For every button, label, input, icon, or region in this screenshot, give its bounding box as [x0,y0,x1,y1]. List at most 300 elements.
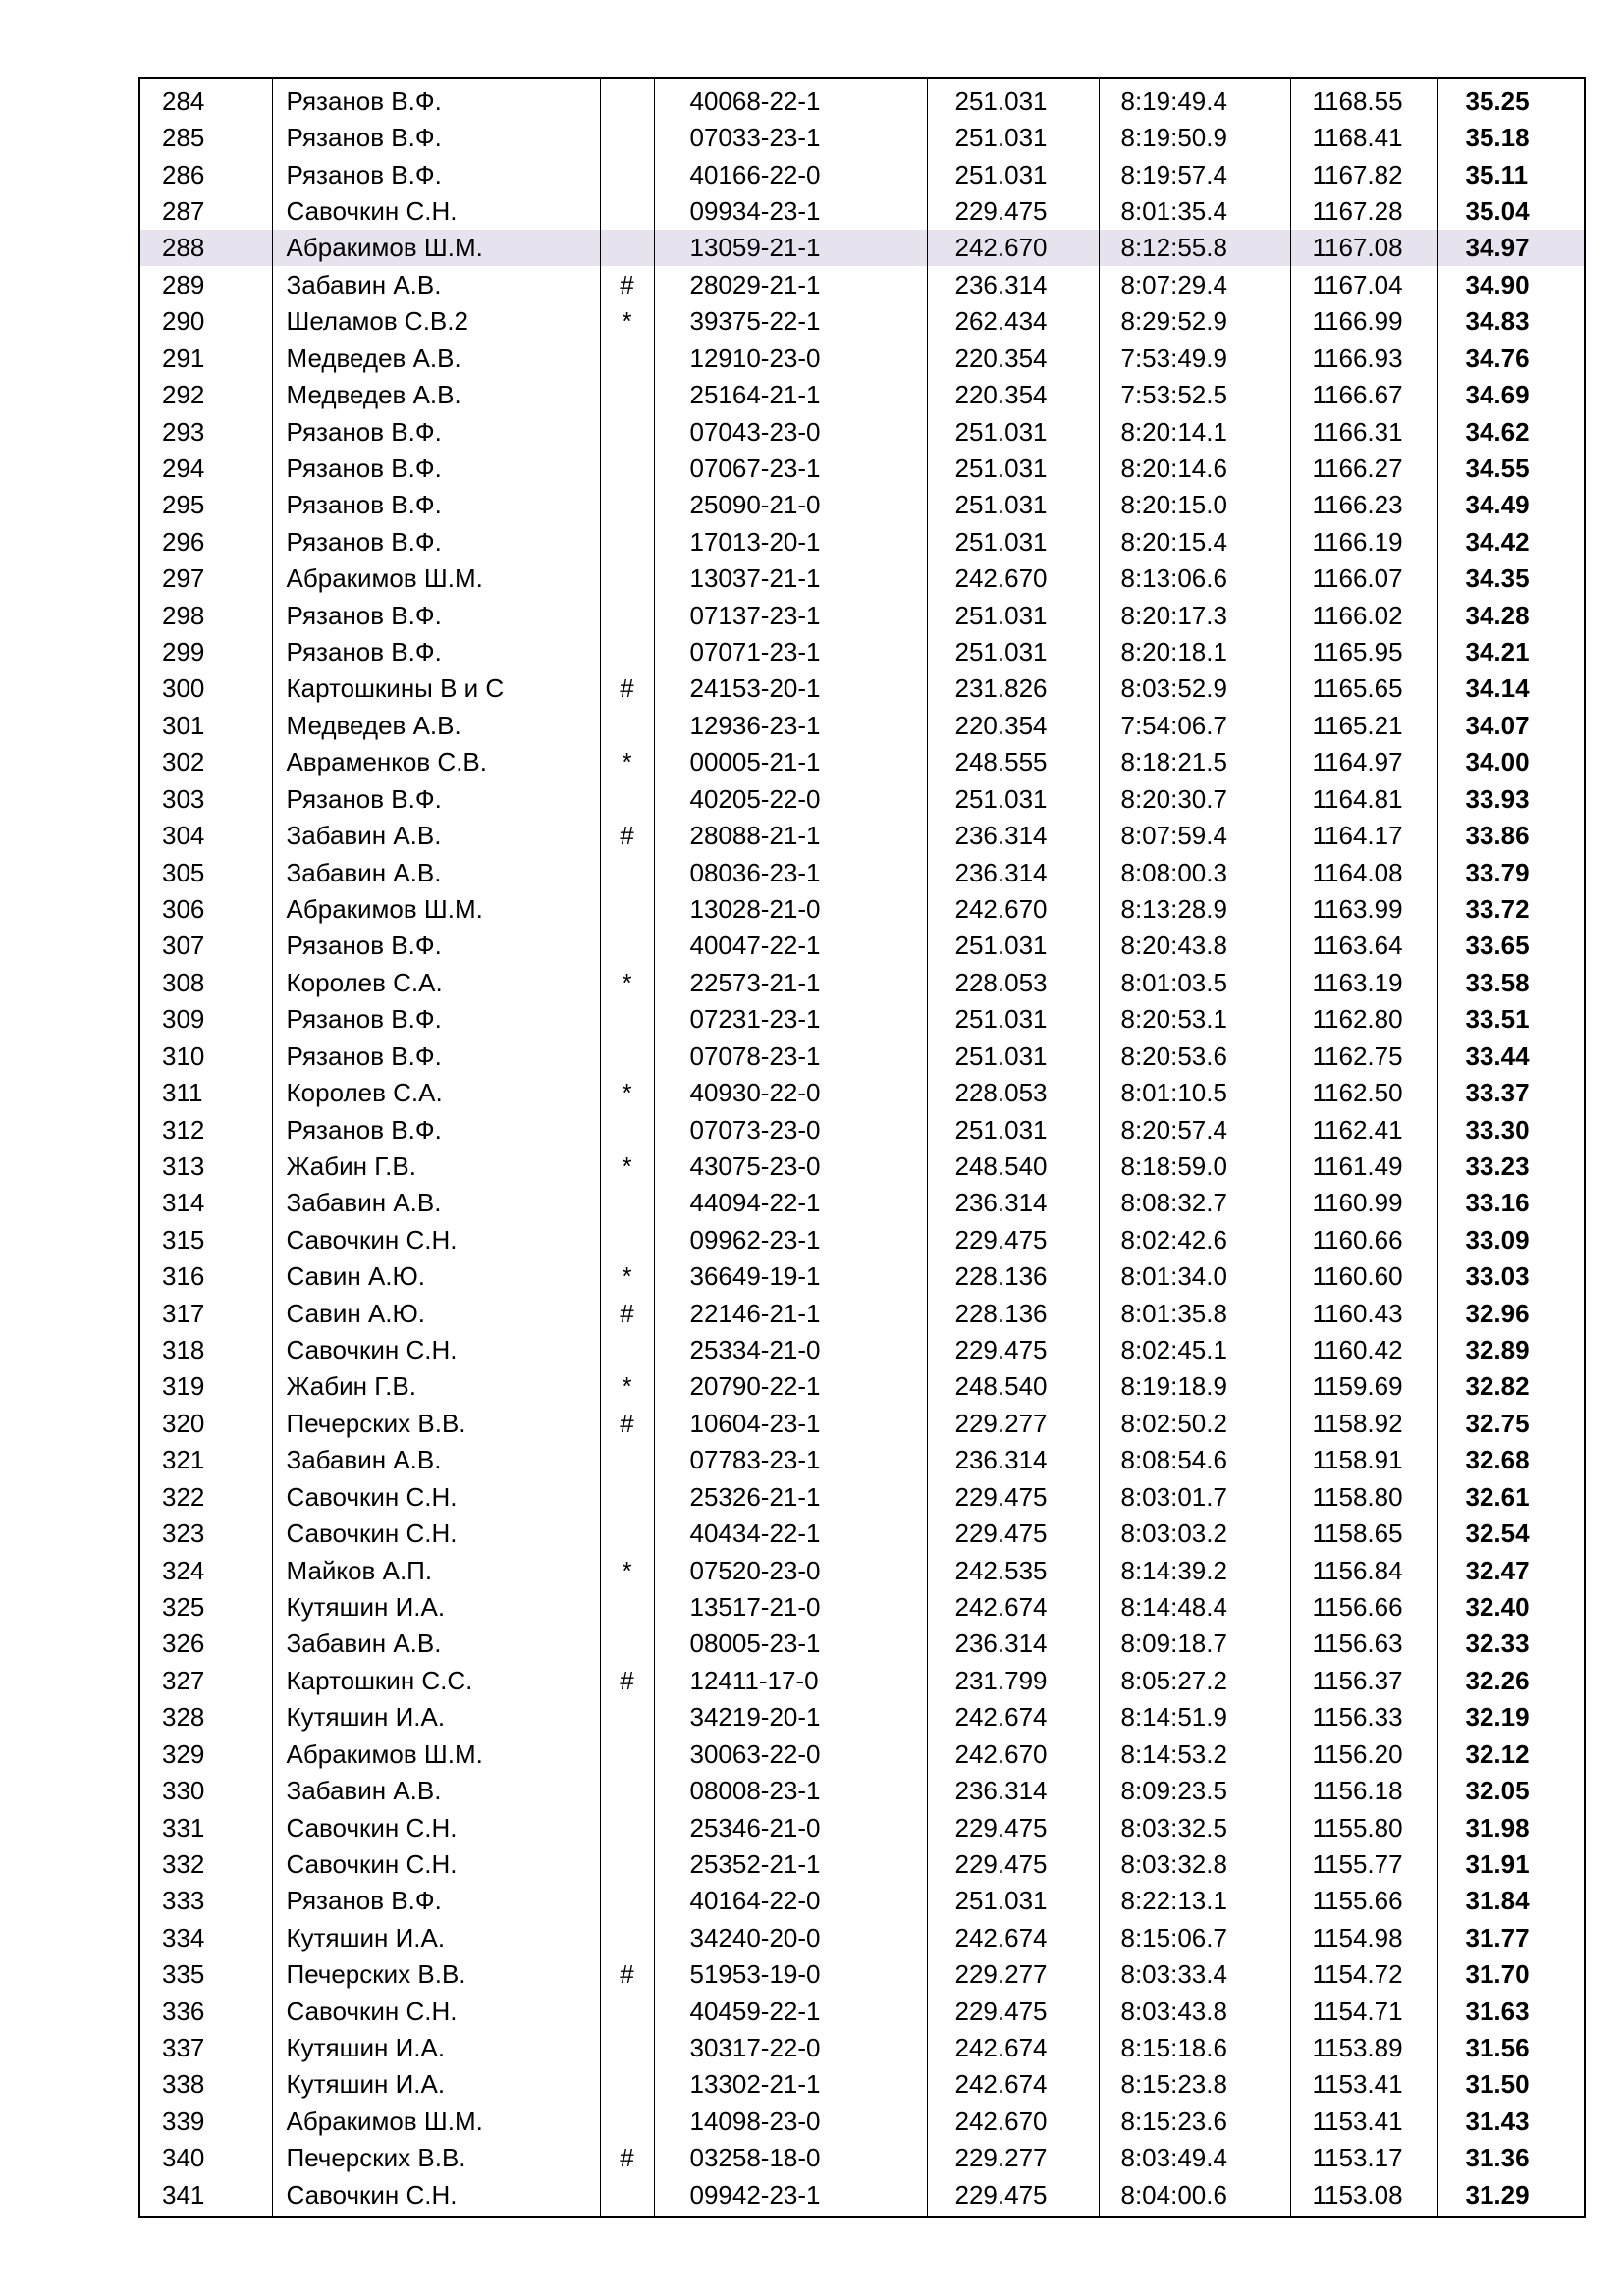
distance-km: 251.031 [927,1883,1099,1919]
place-number: 336 [139,1993,272,2029]
table-row [139,1074,1585,1110]
distance-km: 242.674 [927,2029,1099,2065]
points-value: 34.55 [1437,450,1585,486]
place-number: 322 [139,1478,272,1515]
distance-km: 242.674 [927,1919,1099,1955]
table-row [139,928,1585,964]
distance-km: 251.031 [927,156,1099,192]
points-value: 34.62 [1437,413,1585,450]
owner-name: Забавин А.В. [272,1772,600,1808]
mark-symbol: * [600,303,654,340]
ring-number: 10604-23-1 [654,1405,927,1441]
arrival-time: 8:14:39.2 [1099,1552,1290,1588]
mark-symbol [600,2066,654,2103]
points-value: 34.07 [1437,707,1585,743]
speed-value: 1165.21 [1290,707,1437,743]
arrival-time: 8:03:32.8 [1099,1845,1290,1882]
owner-name: Рязанов В.Ф. [272,523,600,560]
owner-name: Рязанов В.Ф. [272,1111,600,1148]
place-number: 299 [139,633,272,669]
distance-km: 229.475 [927,192,1099,229]
place-number: 291 [139,340,272,376]
table-row [139,1478,1585,1515]
arrival-time: 7:53:49.9 [1099,340,1290,376]
speed-value: 1167.08 [1290,230,1437,266]
arrival-time: 8:19:18.9 [1099,1368,1290,1405]
distance-km: 251.031 [927,633,1099,669]
ring-number: 08036-23-1 [654,854,927,890]
points-value: 32.68 [1437,1442,1585,1478]
ring-number: 09934-23-1 [654,192,927,229]
ring-number: 25326-21-1 [654,1478,927,1515]
owner-name: Забавин А.В. [272,854,600,890]
ring-number: 25346-21-0 [654,1809,927,1845]
speed-value: 1167.82 [1290,156,1437,192]
owner-name: Рязанов В.Ф. [272,156,600,192]
points-value: 35.04 [1437,192,1585,229]
ring-number: 28088-21-1 [654,817,927,853]
table-row [139,1221,1585,1257]
speed-value: 1160.99 [1290,1185,1437,1221]
place-number: 294 [139,450,272,486]
place-number: 298 [139,597,272,633]
owner-name: Авраменков С.В. [272,744,600,780]
points-value: 32.40 [1437,1588,1585,1625]
points-value: 32.33 [1437,1626,1585,1662]
distance-km: 229.475 [927,1845,1099,1882]
arrival-time: 8:01:03.5 [1099,964,1290,1000]
arrival-time: 8:03:43.8 [1099,1993,1290,2029]
points-value: 33.09 [1437,1221,1585,1257]
mark-symbol [600,1515,654,1551]
place-number: 326 [139,1626,272,1662]
mark-symbol: # [600,1405,654,1441]
table-row [139,2029,1585,2065]
points-value: 33.93 [1437,780,1585,817]
table-row [139,1148,1585,1184]
arrival-time: 8:20:17.3 [1099,597,1290,633]
table-row [139,707,1585,743]
table-row [139,450,1585,486]
points-value: 32.96 [1437,1295,1585,1331]
points-value: 34.97 [1437,230,1585,266]
points-value: 31.70 [1437,1956,1585,1993]
table-row [139,1368,1585,1405]
owner-name: Медведев А.В. [272,340,600,376]
speed-value: 1156.18 [1290,1772,1437,1808]
speed-value: 1163.64 [1290,928,1437,964]
distance-km: 242.670 [927,890,1099,927]
ring-number: 13302-21-1 [654,2066,927,2103]
ring-number: 36649-19-1 [654,1258,927,1295]
table-row [139,1845,1585,1882]
mark-symbol [600,707,654,743]
ring-number: 40459-22-1 [654,1993,927,2029]
points-value: 34.69 [1437,376,1585,412]
speed-value: 1162.50 [1290,1074,1437,1110]
arrival-time: 8:09:23.5 [1099,1772,1290,1808]
speed-value: 1153.41 [1290,2103,1437,2139]
place-number: 331 [139,1809,272,1845]
table-row [139,1772,1585,1808]
speed-value: 1164.97 [1290,744,1437,780]
table-row [139,1442,1585,1478]
place-number: 333 [139,1883,272,1919]
distance-km: 251.031 [927,1038,1099,1074]
owner-name: Савочкин С.Н. [272,1331,600,1367]
owner-name: Савочкин С.Н. [272,1845,600,1882]
points-value: 32.61 [1437,1478,1585,1515]
speed-value: 1156.20 [1290,1735,1437,1772]
place-number: 290 [139,303,272,340]
points-value: 33.58 [1437,964,1585,1000]
place-number: 304 [139,817,272,853]
mark-symbol [600,119,654,155]
distance-km: 248.555 [927,744,1099,780]
ring-number: 07067-23-1 [654,450,927,486]
speed-value: 1166.67 [1290,376,1437,412]
owner-name: Медведев А.В. [272,376,600,412]
ring-number: 40205-22-0 [654,780,927,817]
distance-km: 231.826 [927,670,1099,707]
ring-number: 28029-21-1 [654,266,927,302]
table-row [139,780,1585,817]
ring-number: 25164-21-1 [654,376,927,412]
arrival-time: 8:08:32.7 [1099,1185,1290,1221]
distance-km: 236.314 [927,1442,1099,1478]
distance-km: 251.031 [927,450,1099,486]
owner-name: Рязанов В.Ф. [272,78,600,119]
distance-km: 220.354 [927,376,1099,412]
arrival-time: 8:20:53.6 [1099,1038,1290,1074]
ring-number: 22573-21-1 [654,964,927,1000]
points-value: 33.03 [1437,1258,1585,1295]
place-number: 337 [139,2029,272,2065]
distance-km: 229.475 [927,1515,1099,1551]
place-number: 335 [139,1956,272,1993]
owner-name: Картошкин С.С. [272,1662,600,1698]
owner-name: Савочкин С.Н. [272,1809,600,1845]
place-number: 317 [139,1295,272,1331]
mark-symbol [600,1883,654,1919]
points-value: 34.35 [1437,560,1585,596]
place-number: 323 [139,1515,272,1551]
speed-value: 1160.66 [1290,1221,1437,1257]
table-row [139,2140,1585,2176]
points-value: 33.79 [1437,854,1585,890]
place-number: 332 [139,1845,272,1882]
points-value: 33.72 [1437,890,1585,927]
arrival-time: 8:20:14.6 [1099,450,1290,486]
arrival-time: 8:20:14.1 [1099,413,1290,450]
arrival-time: 8:01:35.8 [1099,1295,1290,1331]
table-row [139,1588,1585,1625]
speed-value: 1153.17 [1290,2140,1437,2176]
arrival-time: 8:14:51.9 [1099,1699,1290,1735]
distance-km: 228.136 [927,1295,1099,1331]
speed-value: 1168.41 [1290,119,1437,155]
place-number: 312 [139,1111,272,1148]
points-value: 31.77 [1437,1919,1585,1955]
results-table [138,77,1586,2218]
ring-number: 07078-23-1 [654,1038,927,1074]
speed-value: 1162.41 [1290,1111,1437,1148]
ring-number: 13059-21-1 [654,230,927,266]
ring-number: 43075-23-0 [654,1148,927,1184]
mark-symbol [600,560,654,596]
mark-symbol [600,597,654,633]
ring-number: 34240-20-0 [654,1919,927,1955]
speed-value: 1155.80 [1290,1809,1437,1845]
points-value: 33.51 [1437,1001,1585,1038]
distance-km: 229.475 [927,1809,1099,1845]
distance-km: 242.535 [927,1552,1099,1588]
distance-km: 229.277 [927,1956,1099,1993]
distance-km: 242.670 [927,1735,1099,1772]
table-row [139,1699,1585,1735]
distance-km: 251.031 [927,928,1099,964]
place-number: 325 [139,1588,272,1625]
points-value: 33.23 [1437,1148,1585,1184]
table-row [139,1956,1585,1993]
points-value: 34.76 [1437,340,1585,376]
place-number: 341 [139,2176,272,2217]
ring-number: 40164-22-0 [654,1883,927,1919]
distance-km: 251.031 [927,1001,1099,1038]
arrival-time: 8:20:43.8 [1099,928,1290,964]
speed-value: 1162.75 [1290,1038,1437,1074]
table-row [139,1662,1585,1698]
points-value: 34.14 [1437,670,1585,707]
ring-number: 07073-23-0 [654,1111,927,1148]
owner-name: Савочкин С.Н. [272,1515,600,1551]
owner-name: Рязанов В.Ф. [272,119,600,155]
speed-value: 1158.92 [1290,1405,1437,1441]
ring-number: 07043-23-0 [654,413,927,450]
owner-name: Савочкин С.Н. [272,1993,600,2029]
table-row [139,1626,1585,1662]
owner-name: Абракимов Ш.М. [272,560,600,596]
distance-km: 229.475 [927,1478,1099,1515]
distance-km: 251.031 [927,1111,1099,1148]
owner-name: Савин А.Ю. [272,1295,600,1331]
owner-name: Жабин Г.В. [272,1148,600,1184]
owner-name: Савин А.Ю. [272,1258,600,1295]
points-value: 33.65 [1437,928,1585,964]
mark-symbol [600,1001,654,1038]
arrival-time: 8:02:45.1 [1099,1331,1290,1367]
owner-name: Абракимов Ш.М. [272,1735,600,1772]
table-row [139,670,1585,707]
speed-value: 1153.41 [1290,2066,1437,2103]
distance-km: 251.031 [927,78,1099,119]
mark-symbol: # [600,817,654,853]
points-value: 34.83 [1437,303,1585,340]
distance-km: 248.540 [927,1148,1099,1184]
mark-symbol [600,450,654,486]
ring-number: 08008-23-1 [654,1772,927,1808]
mark-symbol [600,376,654,412]
place-number: 286 [139,156,272,192]
table-row [139,156,1585,192]
ring-number: 20790-22-1 [654,1368,927,1405]
owner-name: Майков А.П. [272,1552,600,1588]
table-row [139,1735,1585,1772]
arrival-time: 8:03:03.2 [1099,1515,1290,1551]
arrival-time: 8:05:27.2 [1099,1662,1290,1698]
place-number: 295 [139,487,272,523]
distance-km: 231.799 [927,1662,1099,1698]
arrival-time: 8:15:23.6 [1099,2103,1290,2139]
place-number: 305 [139,854,272,890]
ring-number: 13517-21-0 [654,1588,927,1625]
mark-symbol [600,156,654,192]
table-row [139,1111,1585,1148]
points-value: 32.12 [1437,1735,1585,1772]
arrival-time: 8:09:18.7 [1099,1626,1290,1662]
points-value: 34.49 [1437,487,1585,523]
owner-name: Кутяшин И.А. [272,1588,600,1625]
distance-km: 251.031 [927,780,1099,817]
mark-symbol [600,1185,654,1221]
speed-value: 1167.28 [1290,192,1437,229]
place-number: 307 [139,928,272,964]
place-number: 320 [139,1405,272,1441]
distance-km: 242.670 [927,2103,1099,2139]
ring-number: 12936-23-1 [654,707,927,743]
results-body [139,78,1585,2217]
owner-name: Савочкин С.Н. [272,1221,600,1257]
mark-symbol [600,890,654,927]
ring-number: 40434-22-1 [654,1515,927,1551]
table-row [139,1993,1585,2029]
points-value: 32.82 [1437,1368,1585,1405]
mark-symbol: * [600,1258,654,1295]
points-value: 32.54 [1437,1515,1585,1551]
points-value: 33.16 [1437,1185,1585,1221]
mark-symbol [600,633,654,669]
arrival-time: 8:18:59.0 [1099,1148,1290,1184]
mark-symbol [600,928,654,964]
distance-km: 251.031 [927,119,1099,155]
mark-symbol [600,1772,654,1808]
mark-symbol [600,2029,654,2065]
speed-value: 1153.08 [1290,2176,1437,2217]
mark-symbol [600,854,654,890]
table-row [139,1001,1585,1038]
table-row [139,340,1585,376]
arrival-time: 8:02:42.6 [1099,1221,1290,1257]
owner-name: Кутяшин И.А. [272,2066,600,2103]
arrival-time: 8:19:57.4 [1099,156,1290,192]
place-number: 338 [139,2066,272,2103]
mark-symbol [600,1111,654,1148]
table-row [139,854,1585,890]
mark-symbol: * [600,744,654,780]
place-number: 300 [139,670,272,707]
points-value: 31.98 [1437,1809,1585,1845]
table-row [139,1331,1585,1367]
distance-km: 229.475 [927,1993,1099,2029]
mark-symbol: * [600,1552,654,1588]
table-row [139,890,1585,927]
table-row [139,964,1585,1000]
points-value: 32.05 [1437,1772,1585,1808]
arrival-time: 8:20:30.7 [1099,780,1290,817]
owner-name: Рязанов В.Ф. [272,633,600,669]
arrival-time: 8:01:10.5 [1099,1074,1290,1110]
owner-name: Кутяшин И.А. [272,2029,600,2065]
owner-name: Забавин А.В. [272,1626,600,1662]
place-number: 329 [139,1735,272,1772]
mark-symbol [600,1809,654,1845]
table-row [139,230,1585,266]
speed-value: 1165.65 [1290,670,1437,707]
mark-symbol [600,1038,654,1074]
place-number: 328 [139,1699,272,1735]
table-row [139,303,1585,340]
table-row [139,523,1585,560]
mark-symbol: # [600,2140,654,2176]
ring-number: 07231-23-1 [654,1001,927,1038]
arrival-time: 8:15:06.7 [1099,1919,1290,1955]
table-row [139,1515,1585,1551]
arrival-time: 7:53:52.5 [1099,376,1290,412]
distance-km: 242.674 [927,1588,1099,1625]
place-number: 330 [139,1772,272,1808]
table-row [139,597,1585,633]
place-number: 327 [139,1662,272,1698]
points-value: 34.42 [1437,523,1585,560]
ring-number: 08005-23-1 [654,1626,927,1662]
owner-name: Рязанов В.Ф. [272,1001,600,1038]
points-value: 33.30 [1437,1111,1585,1148]
points-value: 34.00 [1437,744,1585,780]
points-value: 35.11 [1437,156,1585,192]
speed-value: 1155.66 [1290,1883,1437,1919]
arrival-time: 8:01:35.4 [1099,192,1290,229]
points-value: 31.29 [1437,2176,1585,2217]
place-number: 319 [139,1368,272,1405]
points-value: 34.90 [1437,266,1585,302]
speed-value: 1156.33 [1290,1699,1437,1735]
mark-symbol [600,78,654,119]
mark-symbol: # [600,670,654,707]
speed-value: 1159.69 [1290,1368,1437,1405]
points-value: 35.18 [1437,119,1585,155]
speed-value: 1154.98 [1290,1919,1437,1955]
mark-symbol [600,1919,654,1955]
ring-number: 12411-17-0 [654,1662,927,1698]
points-value: 31.91 [1437,1845,1585,1882]
distance-km: 229.475 [927,1221,1099,1257]
distance-km: 236.314 [927,1626,1099,1662]
ring-number: 07033-23-1 [654,119,927,155]
speed-value: 1166.19 [1290,523,1437,560]
table-row [139,78,1585,119]
arrival-time: 8:20:53.1 [1099,1001,1290,1038]
arrival-time: 8:20:15.0 [1099,487,1290,523]
mark-symbol [600,413,654,450]
distance-km: 229.475 [927,2176,1099,2217]
points-value: 33.37 [1437,1074,1585,1110]
ring-number: 40930-22-0 [654,1074,927,1110]
points-value: 34.28 [1437,597,1585,633]
ring-number: 09962-23-1 [654,1221,927,1257]
owner-name: Рязанов В.Ф. [272,413,600,450]
points-value: 31.63 [1437,1993,1585,2029]
mark-symbol [600,1699,654,1735]
